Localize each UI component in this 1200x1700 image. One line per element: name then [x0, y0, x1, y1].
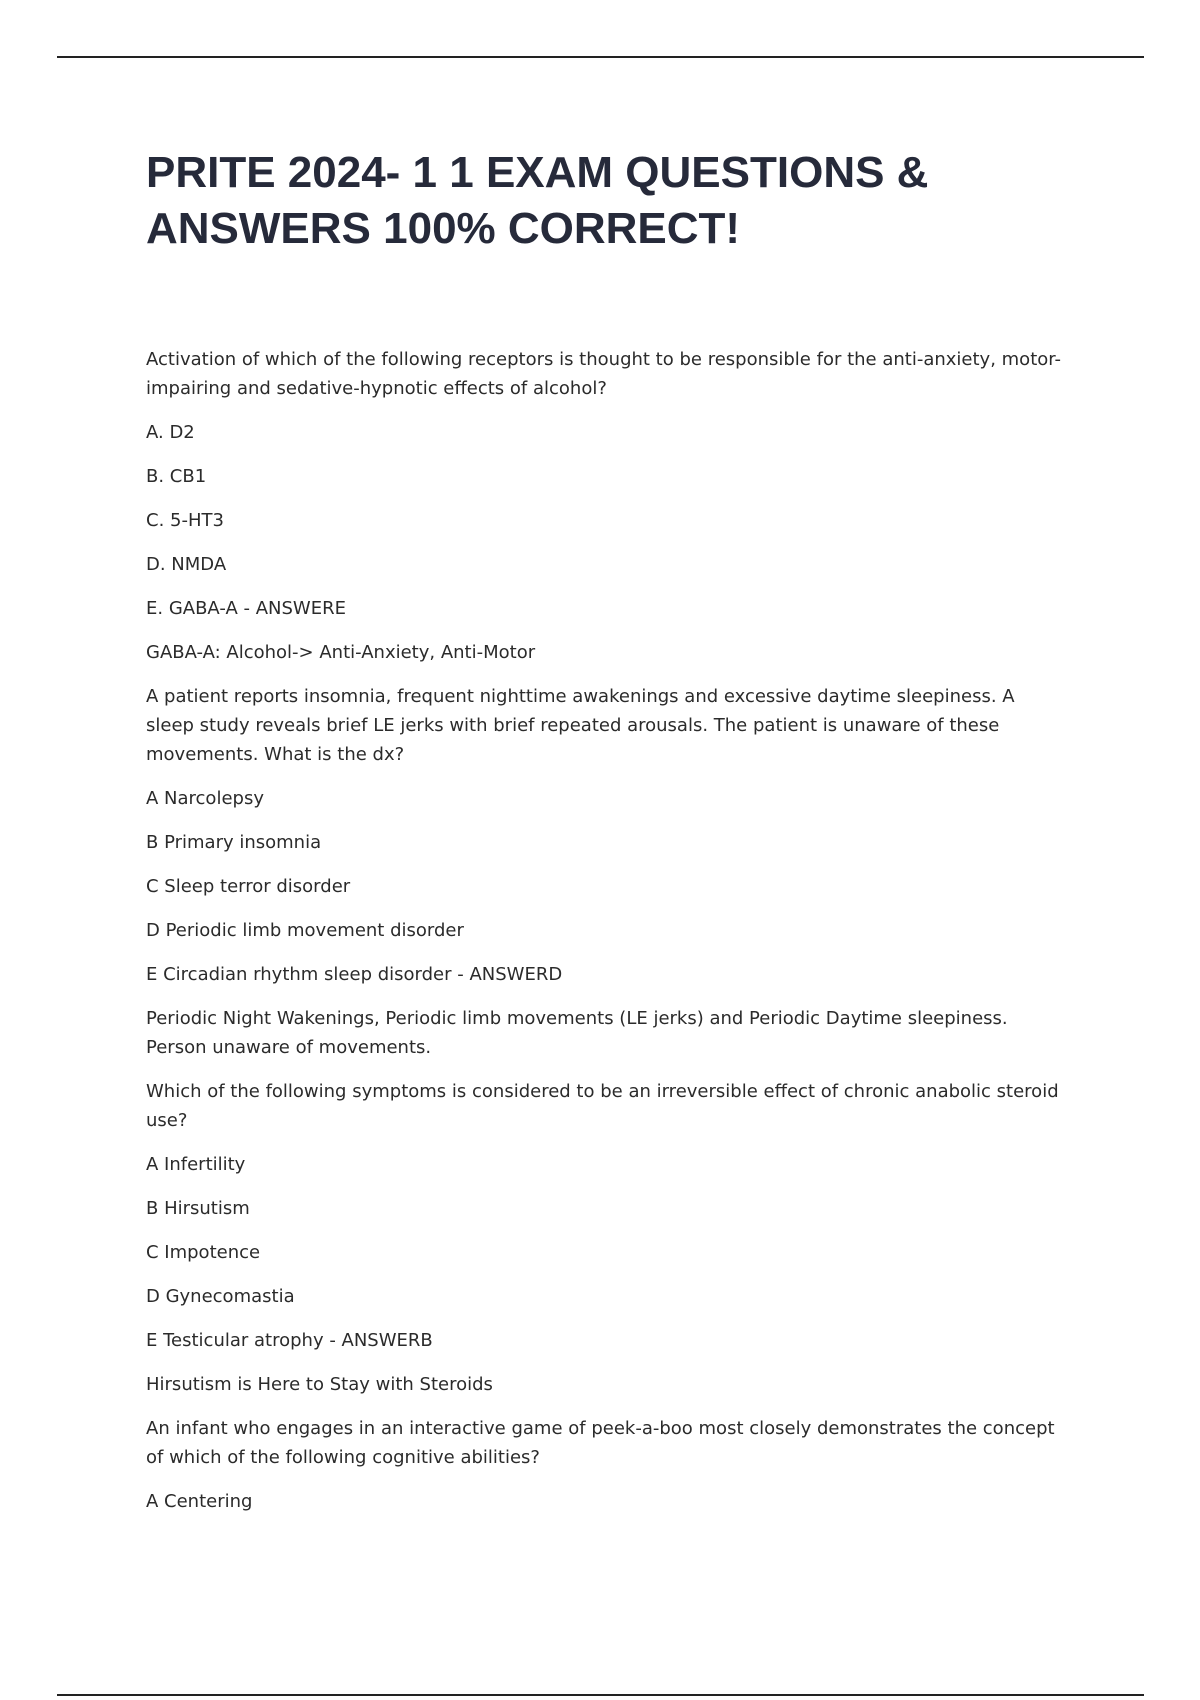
question-2-option-d: D Periodic limb movement disorder [146, 920, 464, 941]
question-1-option-b: B. CB1 [146, 466, 207, 487]
question-1-option-e-answer: E. GABA-A - ANSWERE [146, 598, 346, 619]
question-3-option-d: D Gynecomastia [146, 1286, 295, 1307]
question-3-option-c: C Impotence [146, 1242, 261, 1263]
question-3-text: Which of the following symptoms is considered to be an irreversible effect of chronic anabolic steroid use? [146, 1081, 1059, 1131]
question-4-option-a: A Centering [146, 1491, 253, 1512]
question-2-option-c: C Sleep terror disorder [146, 876, 351, 897]
question-2-explanation: Periodic Night Wakenings, Periodic limb movements (LE jerks) and Periodic Daytime sleepiness. Person unaware of movements. [146, 1008, 1008, 1058]
question-3-explanation: Hirsutism is Here to Stay with Steroids [146, 1374, 493, 1395]
question-3-option-b: B Hirsutism [146, 1198, 250, 1219]
question-2-option-e-answer: E Circadian rhythm sleep disorder - ANSWERD [146, 964, 563, 985]
document-body [146, 345, 1066, 1531]
question-2-option-b: B Primary insomnia [146, 832, 322, 853]
footer-rule [57, 1694, 1144, 1696]
question-3-option-e-answer: E Testicular atrophy - ANSWERB [146, 1330, 433, 1351]
question-2-text: A patient reports insomnia, frequent nighttime awakenings and excessive daytime sleepiness. A sleep study reveals brief LE jerks with brief repeated arousals. The patient is unaware of these movements. What is the dx? [146, 686, 1015, 765]
header-rule [57, 56, 1144, 58]
question-1-text: Activation of which of the following receptors is thought to be responsible for the anti-anxiety, motor-impairing and sedative-hypnotic effects of alcohol? [146, 349, 1062, 399]
question-1-explanation: GABA-A: Alcohol-> Anti-Anxiety, Anti-Motor [146, 642, 536, 663]
question-2-option-a: A Narcolepsy [146, 788, 264, 809]
question-4-text: An infant who engages in an interactive game of peek-a-boo most closely demonstrates the concept of which of the following cognitive abilities? [146, 1418, 1055, 1468]
question-1-option-c: C. 5-HT3 [146, 510, 224, 531]
question-3-option-a: A Infertility [146, 1154, 246, 1175]
question-1-option-a: A. D2 [146, 422, 195, 443]
document-title: PRITE 2024- 1 1 EXAM QUESTIONS & ANSWERS 100% CORRECT! [146, 148, 929, 253]
question-1-option-d: D. NMDA [146, 554, 227, 575]
